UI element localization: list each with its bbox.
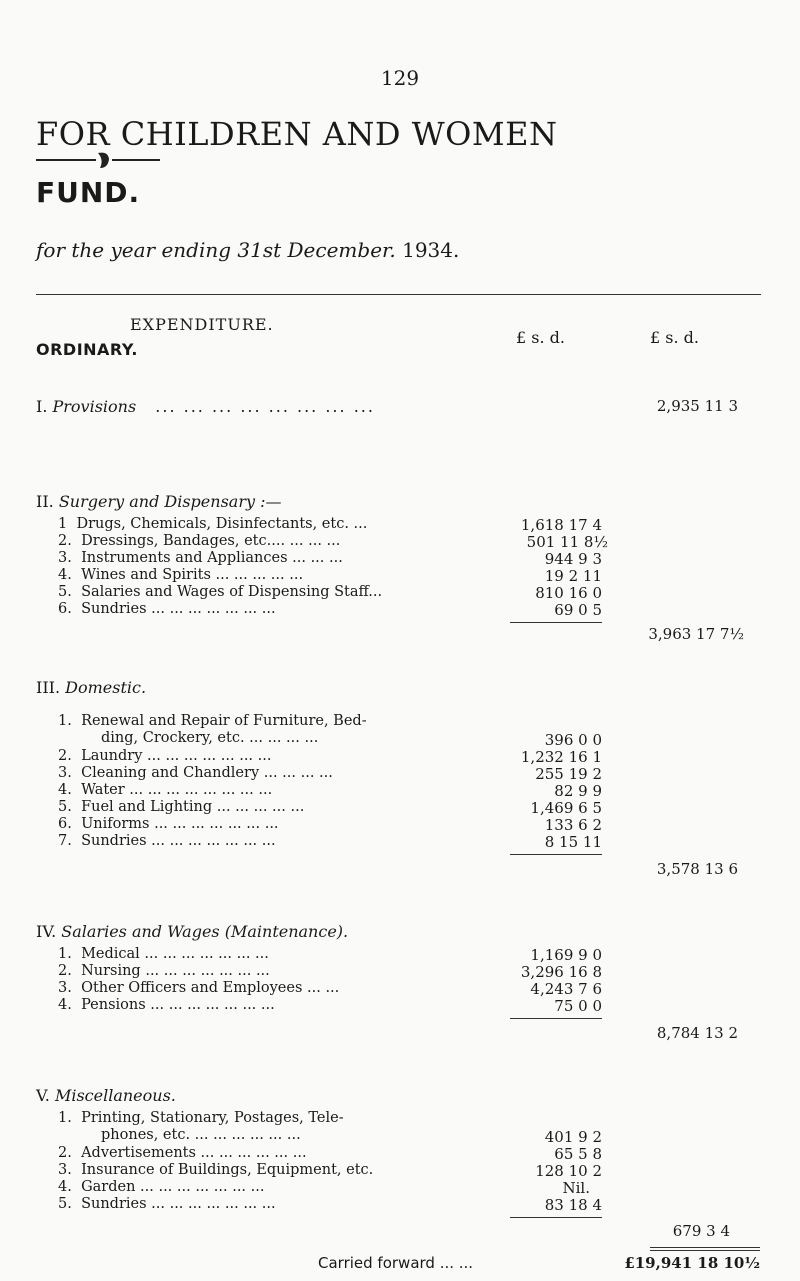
subtitle-year: 1934. (402, 238, 460, 262)
subtotal-rule (510, 1217, 602, 1218)
list-item: 1 Drugs, Chemicals, Disinfectants, etc. ... (58, 516, 368, 532)
expenditure-title: EXPENDITURE. (130, 315, 274, 334)
section-title: Salaries and Wages (Maintenance). (61, 922, 349, 941)
item-amount: 65 5 8 (554, 1145, 602, 1163)
divider-ornament-icon (36, 150, 186, 170)
list-item: 2. Dressings, Bandages, etc.... ... ... ... (58, 533, 341, 549)
period-subtitle (36, 238, 459, 262)
item-amount: 83 18 4 (544, 1196, 602, 1214)
section-numeral: I. (36, 397, 48, 416)
list-item: 4. Garden ... ... ... ... ... ... ... (58, 1179, 265, 1195)
subtotal-rule (510, 854, 602, 855)
page-number: 129 (380, 66, 420, 90)
carried-forward-label: Carried forward ... ... (318, 1254, 474, 1272)
item-amount: 8 15 11 (544, 833, 602, 851)
section-iv-total: 8,784 13 2 (656, 1024, 738, 1042)
list-item: 1. Renewal and Repair of Furniture, Bed- (58, 713, 367, 729)
list-item: 5. Fuel and Lighting ... ... ... ... ... (58, 799, 305, 815)
list-item: 5. Sundries ... ... ... ... ... ... ... (58, 1196, 276, 1212)
section-iii-total: 3,578 13 6 (656, 860, 738, 878)
list-item: 4. Wines and Spirits ... ... ... ... ... (58, 567, 304, 583)
list-item: 3. Cleaning and Chandlery ... ... ... ... (58, 765, 333, 781)
list-item: 1. Printing, Stationary, Postages, Tele- (58, 1110, 344, 1126)
section-numeral: III. (36, 678, 61, 697)
list-item: 3. Insurance of Buildings, Equipment, etc. (58, 1162, 374, 1178)
section-title: Domestic. (65, 678, 147, 697)
list-item: 2. Nursing ... ... ... ... ... ... ... (58, 963, 270, 979)
section-title: Provisions (52, 397, 137, 416)
section-ii-total: 3,963 17 7½ (648, 625, 744, 643)
item-amount: 1,469 6 5 (530, 799, 602, 817)
list-item: 6. Uniforms ... ... ... ... ... ... ... (58, 816, 279, 832)
section-v-heading (36, 1086, 176, 1105)
section-v-total: 679 3 4 (672, 1222, 730, 1240)
section-iii-heading (36, 678, 146, 697)
item-amount: 82 9 9 (554, 782, 602, 800)
page-heading: FOR CHILDREN AND WOMEN (36, 115, 558, 153)
section-numeral: II. (36, 492, 54, 511)
list-item: 7. Sundries ... ... ... ... ... ... ... (58, 833, 276, 849)
subtotal-rule (510, 622, 602, 623)
item-amount: 128 10 2 (535, 1162, 602, 1180)
section-numeral: V. (36, 1086, 50, 1105)
item-amount: 1,232 16 1 (520, 748, 602, 766)
list-item: 4. Pensions ... ... ... ... ... ... ... (58, 997, 275, 1013)
item-amount: 75 0 0 (554, 997, 602, 1015)
item-amount: Nil. (562, 1179, 590, 1197)
list-item: 2. Advertisements ... ... ... ... ... ... (58, 1145, 307, 1161)
column-header-left: £ s. d. (516, 328, 565, 347)
grand-total-rule (650, 1247, 760, 1248)
item-amount: 4,243 7 6 (530, 980, 602, 998)
item-amount: 69 0 5 (554, 601, 602, 619)
list-item-continued: phones, etc. ... ... ... ... ... ... (101, 1127, 301, 1143)
item-amount: 810 16 0 (535, 584, 602, 602)
ordinary-label: ORDINARY. (36, 340, 138, 359)
fund-title: FUND. (36, 176, 141, 209)
list-item: 3. Instruments and Appliances ... ... ... (58, 550, 343, 566)
section-ii-heading (36, 492, 281, 511)
item-amount: 401 9 2 (544, 1128, 602, 1146)
subtitle-text: for the year ending 31st December. (36, 238, 396, 262)
grand-total-rule (650, 1250, 760, 1251)
section-numeral: IV. (36, 922, 57, 941)
column-header-right: £ s. d. (650, 328, 699, 347)
item-amount: 396 0 0 (544, 731, 602, 749)
item-amount: 944 9 3 (544, 550, 602, 568)
section-iv-heading (36, 922, 348, 941)
subtotal-rule (510, 1018, 602, 1019)
list-item: 3. Other Officers and Employees ... ... (58, 980, 340, 996)
section-i-total: 2,935 11 3 (656, 397, 738, 415)
item-amount: 501 11 8½ (526, 533, 608, 551)
list-item: 1. Medical ... ... ... ... ... ... ... (58, 946, 269, 962)
item-amount: 1,618 17 4 (520, 516, 602, 534)
section-i-heading: I. Provisions ... ... ... ... ... ... ... ... (36, 397, 375, 416)
section-title: Miscellaneous. (54, 1086, 176, 1105)
header-rule (36, 294, 761, 295)
item-amount: 19 2 11 (544, 567, 602, 585)
item-amount: 3,296 16 8 (520, 963, 602, 981)
list-item: 5. Salaries and Wages of Dispensing Staff... (58, 584, 383, 600)
list-item: 2. Laundry ... ... ... ... ... ... ... (58, 748, 272, 764)
section-title: Surgery and Dispensary :— (58, 492, 282, 511)
list-item: 4. Water ... ... ... ... ... ... ... ... (58, 782, 273, 798)
list-item: 6. Sundries ... ... ... ... ... ... ... (58, 601, 276, 617)
item-amount: 1,169 9 0 (530, 946, 602, 964)
item-amount: 255 19 2 (535, 765, 602, 783)
item-amount: 133 6 2 (544, 816, 602, 834)
list-item-continued: ding, Crockery, etc. ... ... ... ... (101, 730, 319, 746)
carried-forward-amount: £19,941 18 10½ (624, 1254, 760, 1272)
